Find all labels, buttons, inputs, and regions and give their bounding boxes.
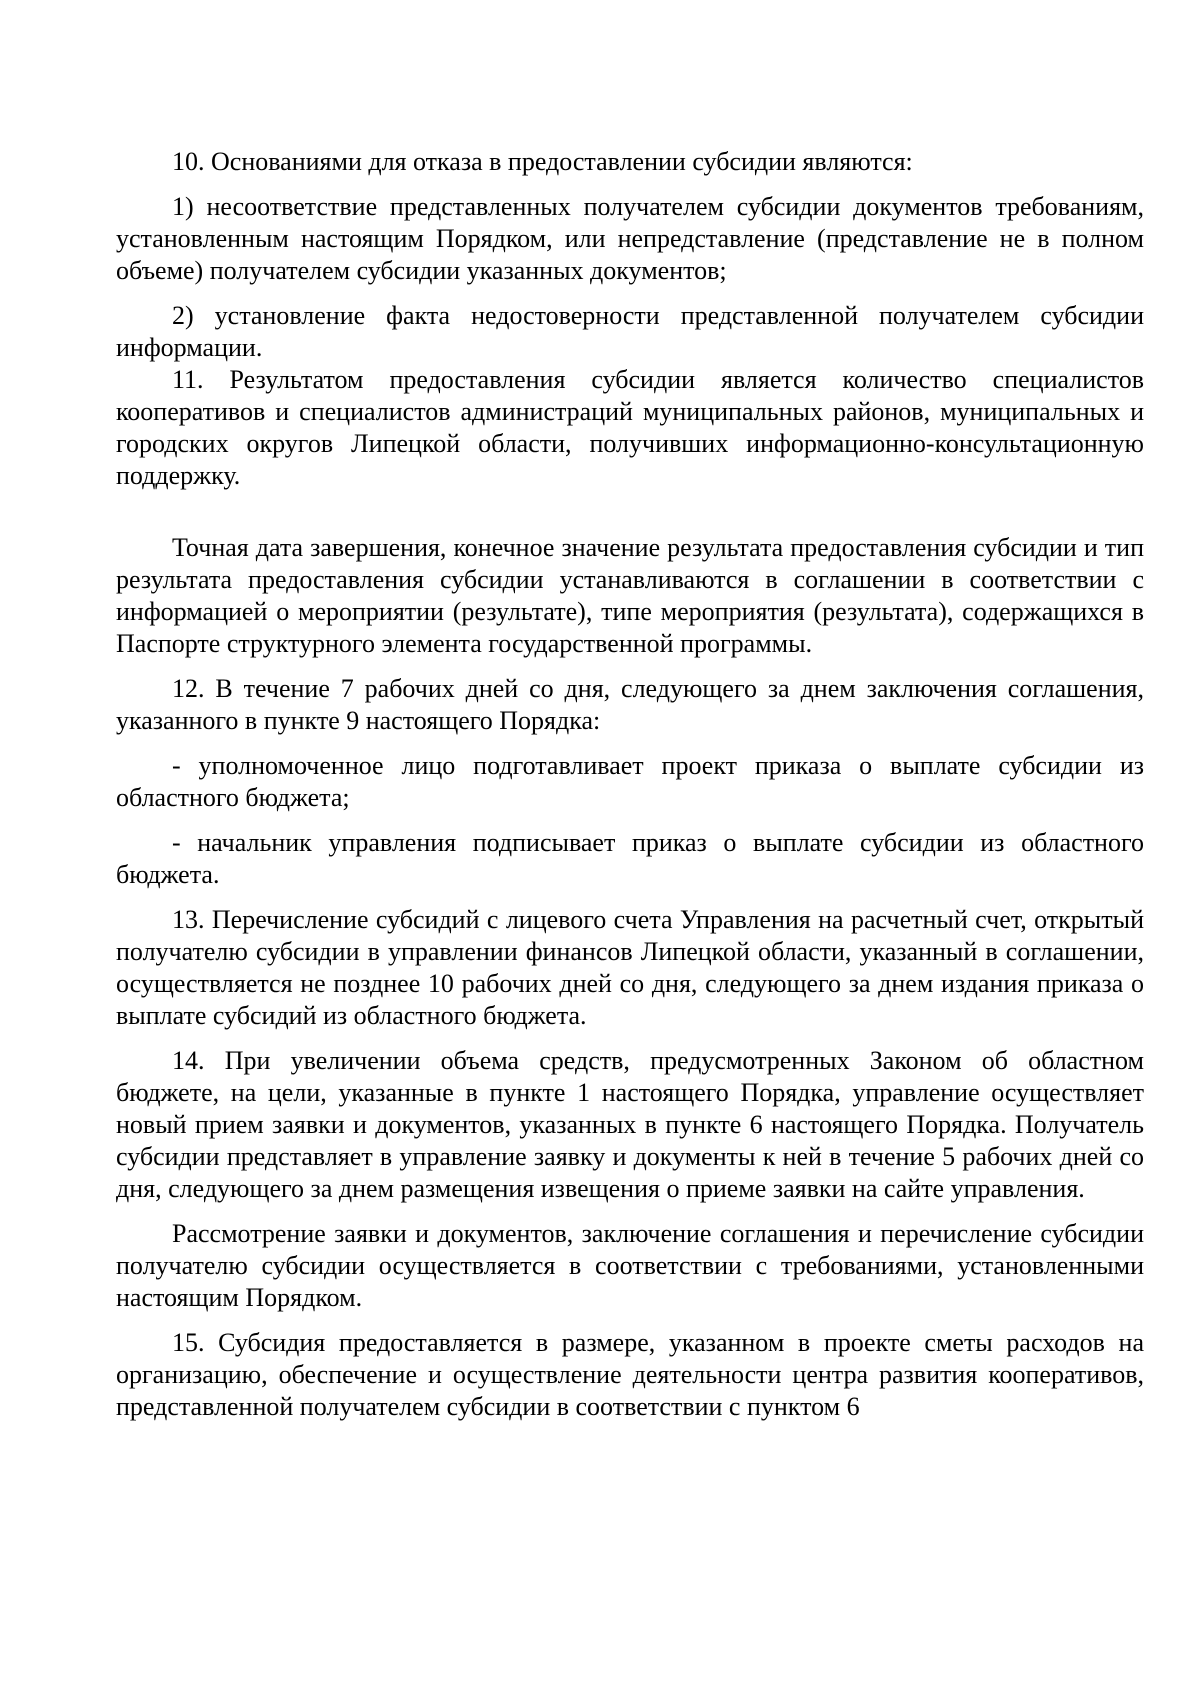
paragraph-10-item-1: 1) несоответствие представленных получателем субсидии документов требованиям, установленным настоящим Порядком, или непредставление (представление не в полном объеме) получателем субсидии указанных документов; <box>116 192 1144 285</box>
paragraph-12: 12. В течение 7 рабочих дней со дня, следующего за днем заключения соглашения, указанного в пункте 9 настоящего Порядка: <box>116 674 1144 735</box>
paragraph-13: 13. Перечисление субсидий с лицевого счета Управления на расчетный счет, открытый получателю субсидии в управлении финансов Липецкой области, указанный в соглашении, осуществляется не позднее 10 рабочих дней со дня, следующего за днем издания приказа о выплате субсидий из областного бюджета. <box>116 905 1144 1030</box>
paragraph-15: 15. Субсидия предоставляется в размере, указанном в проекте сметы расходов на организацию, обеспечение и осуществление деятельности центра развития кооперативов, представленной получателем субсидии в соответствии с пунктом 6 <box>116 1328 1144 1421</box>
paragraph-12-item-2: - начальник управления подписывает приказ о выплате субсидии из областного бюджета. <box>116 828 1144 889</box>
paragraph-11: 11. Результатом предоставления субсидии является количество специалистов кооперативов и специалистов администраций муниципальных районов, муниципальных и городских округов Липецкой области, получивших информационно-консультационную поддержку. <box>116 365 1144 490</box>
paragraph-10: 10. Основаниями для отказа в предоставлении субсидии являются: <box>172 147 913 176</box>
paragraph-14-continued: Рассмотрение заявки и документов, заключение соглашения и перечисление субсидии получателю субсидии осуществляется в соответствии с требованиями, установленными настоящим Порядком. <box>116 1219 1144 1312</box>
document-body <box>116 146 1144 1423</box>
paragraph-11-result-details: Точная дата завершения, конечное значение результата предоставления субсидии и тип результата предоставления субсидии устанавливаются в соглашении в соответствии с информацией о мероприятии (результате), типе мероприятия (результата), содержащихся в Паспорте структурного элемента государственной программы. <box>116 533 1144 658</box>
paragraph-14: 14. При увеличении объема средств, предусмотренных Законом об областном бюджете, на цели, указанные в пункте 1 настоящего Порядка, управление осуществляет новый прием заявки и документов, указанных в пункте 6 настоящего Порядка. Получатель субсидии представляет в управление заявку и документы к ней в течение 5 рабочих дней со дня, следующего за днем размещения извещения о приеме заявки на сайте управления. <box>116 1046 1144 1203</box>
paragraph-10-item-2: 2) установление факта недостоверности представленной получателем субсидии информации. <box>116 301 1144 362</box>
paragraph-12-item-1: - уполномоченное лицо подготавливает проект приказа о выплате субсидии из областного бюджета; <box>116 751 1144 812</box>
